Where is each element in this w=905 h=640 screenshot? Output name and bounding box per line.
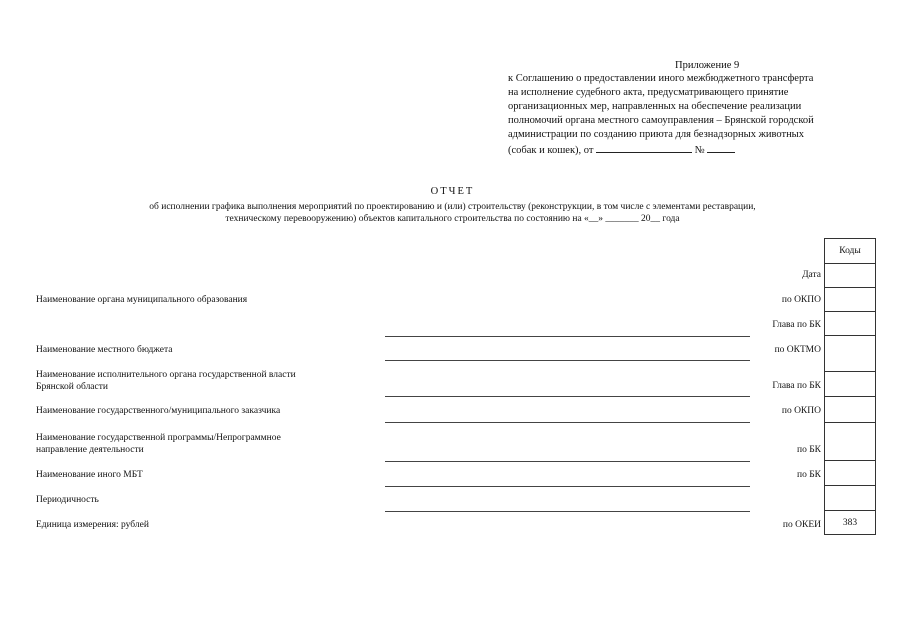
field-org-label: Наименование органа муниципального образования xyxy=(36,295,248,305)
glava-bk-label: Глава по БК xyxy=(772,381,821,391)
code-cell-period[interactable] xyxy=(825,486,875,511)
code-cell-date[interactable] xyxy=(825,264,875,288)
bk-label: по БК xyxy=(796,470,821,480)
date-blank[interactable] xyxy=(596,142,692,153)
field-exec-label-line: Брянской области xyxy=(36,381,108,392)
code-cell-bk[interactable] xyxy=(825,461,875,486)
report-title: ОТЧЕТ xyxy=(430,186,475,197)
code-cell-okei[interactable]: 383 xyxy=(825,511,875,535)
code-cell-okpo[interactable] xyxy=(825,397,875,423)
code-cell-bk[interactable] xyxy=(825,423,875,461)
mbt-input-line[interactable] xyxy=(385,486,750,487)
program-input-line[interactable] xyxy=(385,461,750,462)
appendix-line: на исполнение судебного акта, предусматривающего принятие xyxy=(508,87,789,98)
customer-input-line[interactable] xyxy=(385,422,750,423)
number-sign: № xyxy=(694,145,705,156)
appendix-line: организационных мер, направленных на обеспечение реализации xyxy=(508,101,802,112)
code-cell-glava-bk[interactable] xyxy=(825,372,875,397)
okpo-label: по ОКПО xyxy=(781,295,821,305)
appendix-title: Приложение 9 xyxy=(675,60,740,71)
code-cell-glava-bk[interactable] xyxy=(825,312,875,336)
field-budget-label: Наименование местного бюджета xyxy=(36,345,173,355)
field-exec-label xyxy=(36,370,296,393)
appendix-text xyxy=(508,72,814,158)
field-program-label xyxy=(36,433,281,456)
field-exec-label-line: Наименование исполнительного органа государственной власти xyxy=(36,370,296,380)
number-blank[interactable] xyxy=(707,142,735,153)
appendix-line: администрации по созданию приюта для безнадзорных животных xyxy=(508,129,804,140)
report-subtitle-line: об исполнении графика выполнения мероприятий по проектированию и (или) строительству (реконструкции, в том числе с элементами реставрации, xyxy=(149,202,756,212)
code-cell-oktmo[interactable] xyxy=(825,336,875,372)
appendix-date-prefix: (собак и кошек), от xyxy=(508,145,594,156)
exec-input-line[interactable] xyxy=(385,396,750,397)
field-program-label-line: направление деятельности xyxy=(36,444,144,455)
appendix-line: к Соглашению о предоставлении иного межбюджетного трансферта xyxy=(508,73,814,84)
report-subtitle-line: техническому перевооружению) объектов капитального строительства по состоянию на «__» _______ 20__ года xyxy=(225,213,680,224)
okei-label: по ОКЕИ xyxy=(782,520,821,530)
field-unit-label: Единица измерения: рублей xyxy=(36,520,149,530)
codes-table xyxy=(824,238,876,535)
org-input-line[interactable] xyxy=(385,336,750,337)
codes-header: Коды xyxy=(825,239,875,264)
period-input-line[interactable] xyxy=(385,511,750,512)
field-program-label-line: Наименование государственной программы/Непрограммное xyxy=(36,433,281,443)
oktmo-label: по ОКТМО xyxy=(774,345,821,355)
report-subtitle xyxy=(0,202,905,225)
field-mbt-label: Наименование иного МБТ xyxy=(36,470,143,480)
field-customer-label: Наименование государственного/муниципального заказчика xyxy=(36,406,281,416)
budget-input-line[interactable] xyxy=(385,360,750,361)
bk-label: по БК xyxy=(796,445,821,455)
glava-bk-label: Глава по БК xyxy=(772,320,821,330)
field-period-label: Периодичность xyxy=(36,495,99,505)
okpo-label: по ОКПО xyxy=(781,406,821,416)
appendix-line-date xyxy=(508,142,814,158)
code-cell-okpo[interactable] xyxy=(825,288,875,312)
date-label: Дата xyxy=(802,270,821,280)
appendix-line: полномочий органа местного самоуправления – Брянской городской xyxy=(508,115,814,126)
